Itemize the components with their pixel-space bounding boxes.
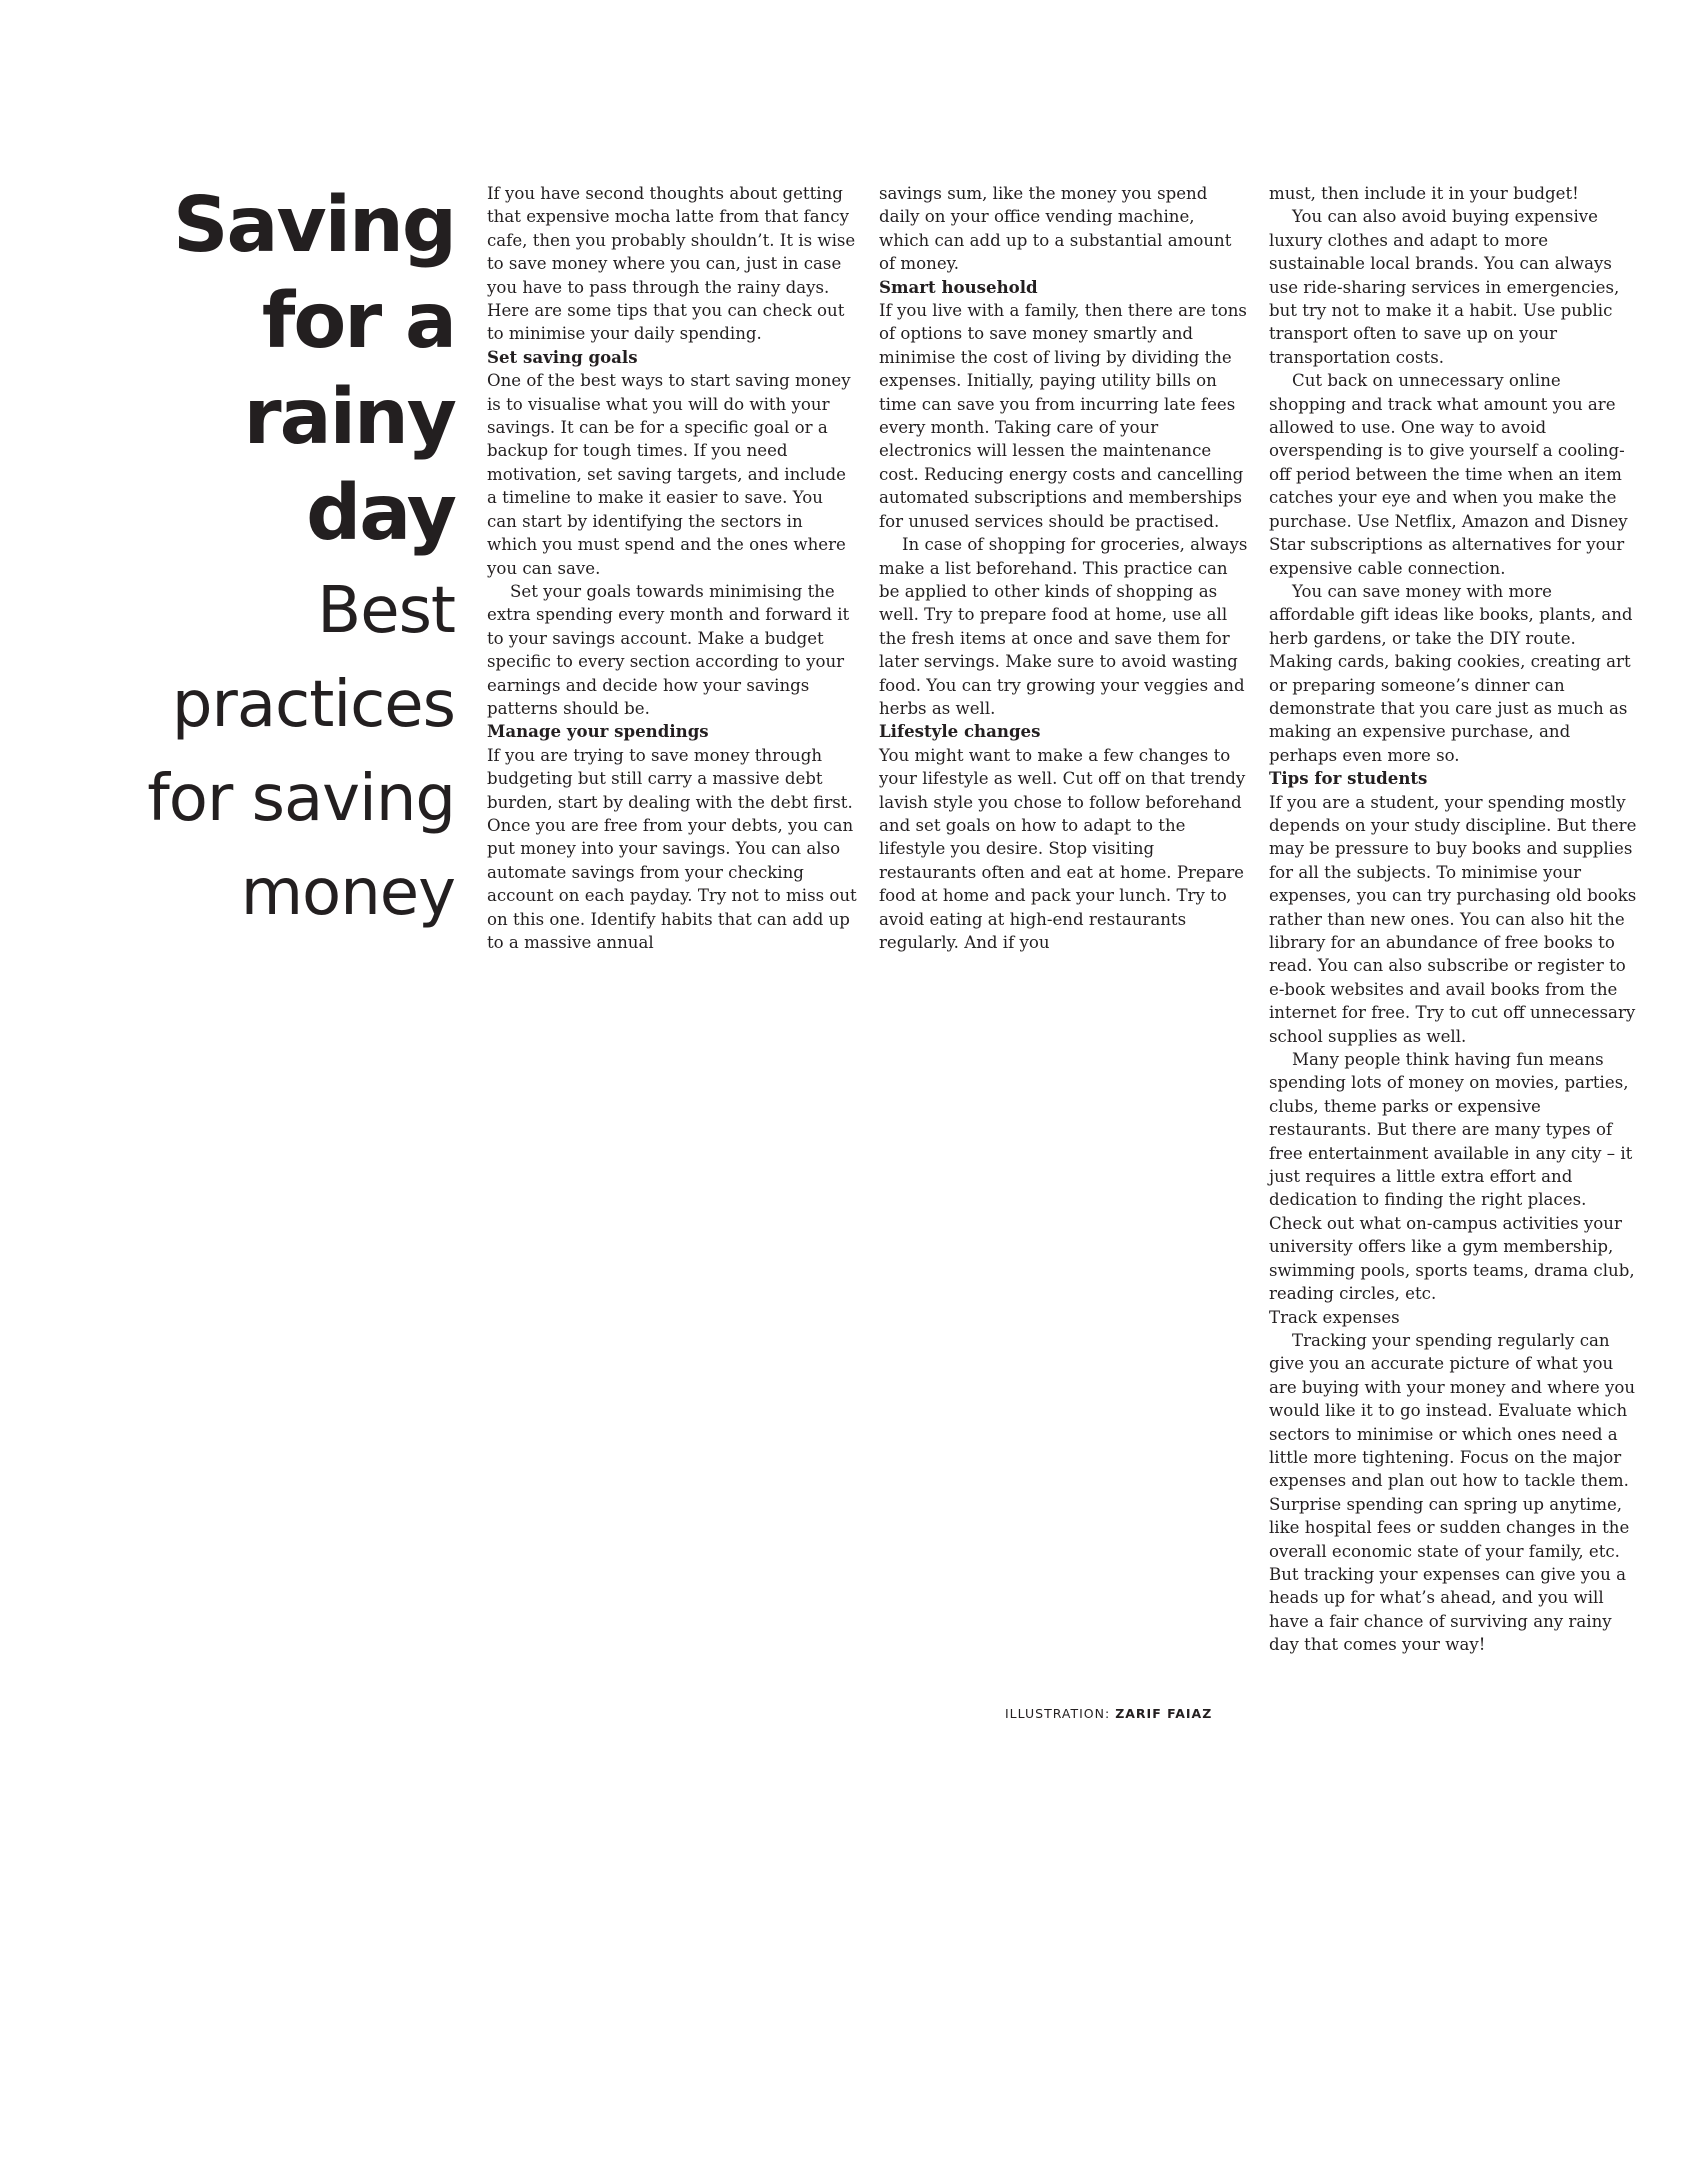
section-heading-saving-goals: Set saving goals [487,346,638,367]
paragraph: If you live with a family, then there are tons of options to save money smartly and minimise the cost of living by dividing the expenses. Initially, paying utility bills on time can save you from incurring late fees every month. Taking care of your electronics will lessen the maintenance cost. Reducing energy costs and cancelling automated subscriptions and memberships for unused services should be practised. [879,301,1247,531]
article-column-2 [879,182,1249,954]
section-heading-lifestyle-changes: Lifestyle changes [879,721,1041,742]
paragraph: One of the best ways to start saving money is to visualise what you will do with your savings. It can be for a specific goal or a backup for tough times. If you need motivation, set saving targets, and include a timeline to make it easier to save. You can start by identifying the sectors in which you must spend and the ones where you can save. [487,371,851,578]
headline-block [120,178,455,940]
headline-line-1: Saving [173,181,455,270]
headline-line-3: rainy [243,373,455,462]
illustration-credit [1005,1706,1212,1721]
subheadline-line-4: money [240,856,455,930]
paragraph: If you are a student, your spending mostly depends on your study discipline. But there may be pressure to buy books and supplies for all the subjects. To minimise your expenses, you can try purchasing old books rather than new ones. You can also hit the library for an abundance of free books to read. You can also subscribe or register to e-book websites and avail books from the internet for free. Try to cut off unnecessary school supplies as well. [1269,792,1637,1046]
credit-name: ZARIF FAIAZ [1115,1706,1213,1721]
paragraph: You might want to make a few changes to your lifestyle as well. Cut off on that trendy lavish style you chose to follow beforehand and set goals on how to adapt to the lifestyle you desire. Stop visiting restaurants often and eat at home. Prepare food at home and pack your lunch. Try to avoid eating at high-end restaurants regularly. And if you [879,745,1246,952]
paragraph: You can save money with more affordable gift ideas like books, plants, and herb gardens, or take the DIY route. Making cards, baking cookies, creating art or preparing someone’s dinner can demonstrate that you care just as much as making an expensive purchase, and perhaps even more so. [1269,581,1633,765]
paragraph: Many people think having fun means spending lots of money on movies, parties, clubs, theme parks or expensive restaurants. But there are many types of free entertainment available in any city – it just requires a little extra effort and dedication to finding the right places. Check out what on-campus activities your university offers like a gym membership, swimming pools, sports teams, drama club, reading circles, etc. [1269,1050,1635,1304]
paragraph: savings sum, like the money you spend daily on your office vending machine, which can add up to a substantial amount of money. [879,184,1232,274]
paragraph: You can also avoid buying expensive luxury clothes and adapt to more sustainable local brands. You can always use ride-sharing services in emergencies, but try not to make it a habit. Use public transport often to save up on your transportation costs. [1269,207,1620,367]
section-label-track-expenses: Track expenses [1269,1307,1400,1327]
credit-label: ILLUSTRATION: [1005,1706,1111,1721]
headline-line-4: day [306,469,455,558]
paragraph: Tracking your spending regularly can give you an accurate picture of what you are buying with your money and where you would like it to go instead. Evaluate which sectors to minimise or which ones need a little more tightening. Focus on the major expenses and plan out how to tackle them. Surprise spending can spring up anytime, like hospital fees or sudden changes in the overall economic state of your family, etc. But tracking your expenses can give you a heads up for what’s ahead, and you will have a fair chance of surviving any rainy day that comes your way! [1269,1330,1636,1655]
intro-paragraph: If you have second thoughts about getting that expensive mocha latte from that fancy cafe, then you probably shouldn’t. It is wise to save money where you can, just in case you have to pass through the rainy days. Here are some tips that you can check out to minimise your daily spending. [487,184,856,344]
paragraph: Set your goals towards minimising the extra spending every month and forward it to your savings account. Make a budget specific to every section according to your earnings and decide how your savings patterns should be. [487,581,850,718]
article-column-3 [1269,182,1639,1657]
subheadline-line-1: Best [317,574,455,648]
paragraph: Cut back on unnecessary online shopping and track what amount you are allowed to use. One way to avoid overspending is to give yourself a cooling-off period between the time when an item catches your eye and when you make the purchase. Use Netflix, Amazon and Disney Star subscriptions as alternatives for your expensive cable connection. [1269,371,1628,578]
subheadline-line-2: practices [171,668,455,742]
paragraph: If you are trying to save money through budgeting but still carry a massive debt burden, start by dealing with the debt first. Once you are free from your debts, you can put money into your savings. You can also automate savings from your checking account on each payday. Try not to miss out on this one. Identify habits that can add up to a massive annual [487,745,857,952]
subheadline-line-3: for saving [147,762,455,836]
paragraph: must, then include it in your budget! [1269,184,1579,203]
paragraph: In case of shopping for groceries, always make a list beforehand. This practice can be applied to other kinds of shopping as well. Try to prepare food at home, use all the fresh items at once and save them for later servings. Make sure to avoid wasting food. You can try growing your veggies and herbs as well. [879,535,1248,718]
subheadline [120,564,455,940]
section-heading-tips-for-students: Tips for students [1269,768,1428,789]
headline [120,178,455,562]
headline-line-2: for a [261,277,455,366]
section-heading-smart-household: Smart household [879,276,1038,297]
article-column-1 [487,182,857,954]
section-heading-manage-spendings: Manage your spendings [487,721,709,742]
